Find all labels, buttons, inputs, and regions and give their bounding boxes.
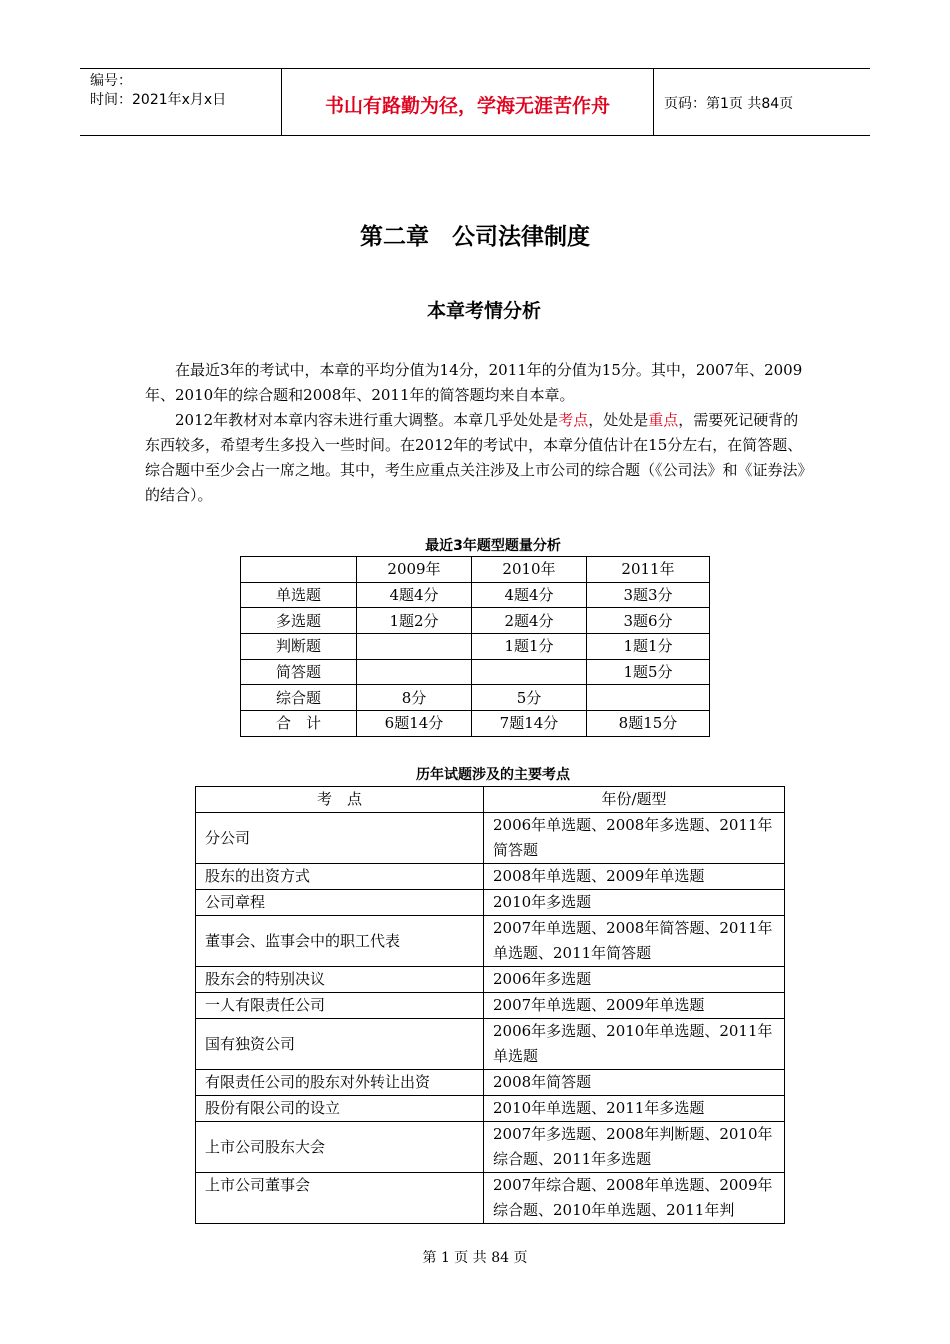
p2-highlight-zhongdian: 重点 (648, 411, 679, 429)
table1-cell (357, 634, 472, 660)
table1-cell: 综合题 (241, 685, 357, 711)
p2-text-b: ，处处是 (588, 411, 649, 429)
table1-cell: 4题4分 (357, 582, 472, 608)
table1-cell: 7题14分 (472, 711, 587, 737)
table1-cell: 2题4分 (472, 608, 587, 634)
table2-topic: 上市公司董事会 (196, 1173, 484, 1224)
table1-header-cell: 2009年 (357, 557, 472, 583)
table1-cell: 合 计 (241, 711, 357, 737)
table1-cell: 1题2分 (357, 608, 472, 634)
table1-cell: 判断题 (241, 634, 357, 660)
table1-cell: 8分 (357, 685, 472, 711)
table2-header-cell: 考 点 (196, 787, 484, 813)
table-row (196, 864, 785, 890)
table1-cell (472, 659, 587, 685)
table1-cell: 3题3分 (587, 582, 710, 608)
table1-cell: 1题1分 (587, 634, 710, 660)
table1-cell: 8题15分 (587, 711, 710, 737)
table2-years: 2007年单选题、2009年单选题 (484, 993, 785, 1019)
table-row (196, 1096, 785, 1122)
table2-header-cell: 年份/题型 (484, 787, 785, 813)
table2-years: 2008年简答题 (484, 1070, 785, 1096)
table2-years: 2007年多选题、2008年判断题、2010年综合题、2011年多选题 (484, 1122, 785, 1173)
table-row (241, 659, 710, 685)
question-type-table (240, 556, 710, 737)
table-row (241, 634, 710, 660)
table2-topic: 股份有限公司的设立 (196, 1096, 484, 1122)
table2-topic: 公司章程 (196, 890, 484, 916)
p1-text: 在最近3年的考试中，本章的平均分值为14分，2011年的分值为15分。其中，2007年、2009年、2010年的综合题和2008年、2011年的简答题均来自本章。 (145, 361, 803, 404)
p2-text-c: ，需要死记硬背的东西较多，希望考生多投入一些时间。在2012年的考试中，本章分值估计在15分左右，在简答题、综合题中至少会占一席之地。其中，考生应重点关注涉及上市公司的综合题（《公司法》和《证券法》的结合）。 (145, 411, 806, 504)
p2-highlight-kaodian: 考点 (558, 411, 589, 429)
table-row (196, 1122, 785, 1173)
table2-topic: 有限责任公司的股东对外转让出资 (196, 1070, 484, 1096)
intro-paragraph-2 (145, 408, 807, 508)
table1-cell: 单选题 (241, 582, 357, 608)
intro-paragraph-1 (145, 358, 807, 408)
table1-cell (357, 659, 472, 685)
table1-cell: 简答题 (241, 659, 357, 685)
table2-years: 2008年单选题、2009年单选题 (484, 864, 785, 890)
page-footer: 第 1 页 共 84 页 (422, 1250, 528, 1266)
header-number: 编号： (90, 73, 132, 89)
header-page-code: 页码：第1页 共84页 (664, 96, 794, 112)
table-row (241, 711, 710, 737)
exam-points-table (195, 786, 785, 1224)
table2-years: 2007年单选题、2008年简答题、2011年单选题、2011年简答题 (484, 916, 785, 967)
table2-years: 2010年多选题 (484, 890, 785, 916)
table1-cell: 4题4分 (472, 582, 587, 608)
table1-caption: 最近3年题型题量分析 (425, 538, 561, 554)
p2-text-a: 2012年教材对本章内容未进行重大调整。本章几乎处处是 (175, 411, 559, 429)
table-row (196, 1070, 785, 1096)
table2-years: 2006年单选题、2008年多选题、2011年简答题 (484, 813, 785, 864)
table2-topic: 股东的出资方式 (196, 864, 484, 890)
section-title: 本章考情分析 (426, 300, 541, 322)
table1-cell: 6题14分 (357, 711, 472, 737)
table-row (196, 993, 785, 1019)
table2-topic: 分公司 (196, 813, 484, 864)
table-row (196, 1019, 785, 1070)
header-time: 时间：2021年x月x日 (90, 92, 227, 108)
table1-cell: 5分 (472, 685, 587, 711)
table2-topic: 国有独资公司 (196, 1019, 484, 1070)
table1-cell: 1题5分 (587, 659, 710, 685)
table2-caption: 历年试题涉及的主要考点 (416, 767, 570, 783)
table1-header-cell: 2011年 (587, 557, 710, 583)
table1-header-row (241, 557, 710, 583)
table-row (241, 608, 710, 634)
table1-cell: 3题6分 (587, 608, 710, 634)
table2-topic: 股东会的特别决议 (196, 967, 484, 993)
table1-header-cell (241, 557, 357, 583)
table-row (196, 967, 785, 993)
page-header (80, 68, 870, 136)
chapter-title: 第二章 公司法律制度 (360, 224, 590, 250)
table1-cell: 多选题 (241, 608, 357, 634)
table1-header-cell: 2010年 (472, 557, 587, 583)
table2-topic: 一人有限责任公司 (196, 993, 484, 1019)
table-row (196, 890, 785, 916)
table-row (196, 1173, 785, 1224)
table2-years: 2010年单选题、2011年多选题 (484, 1096, 785, 1122)
table2-years: 2006年多选题、2010年单选题、2011年单选题 (484, 1019, 785, 1070)
table-row (196, 813, 785, 864)
table1-cell: 1题1分 (472, 634, 587, 660)
table1-cell (587, 685, 710, 711)
table2-topic: 董事会、监事会中的职工代表 (196, 916, 484, 967)
table2-years: 2006年多选题 (484, 967, 785, 993)
table-row (241, 582, 710, 608)
table2-topic: 上市公司股东大会 (196, 1122, 484, 1173)
table2-years: 2007年综合题、2008年单选题、2009年综合题、2010年单选题、2011年判 (484, 1173, 785, 1224)
table-row (241, 685, 710, 711)
table-row (196, 916, 785, 967)
table2-header-row (196, 787, 785, 813)
header-meta (80, 69, 282, 135)
header-motto: 书山有路勤为径，学海无涯苦作舟 (282, 69, 654, 135)
